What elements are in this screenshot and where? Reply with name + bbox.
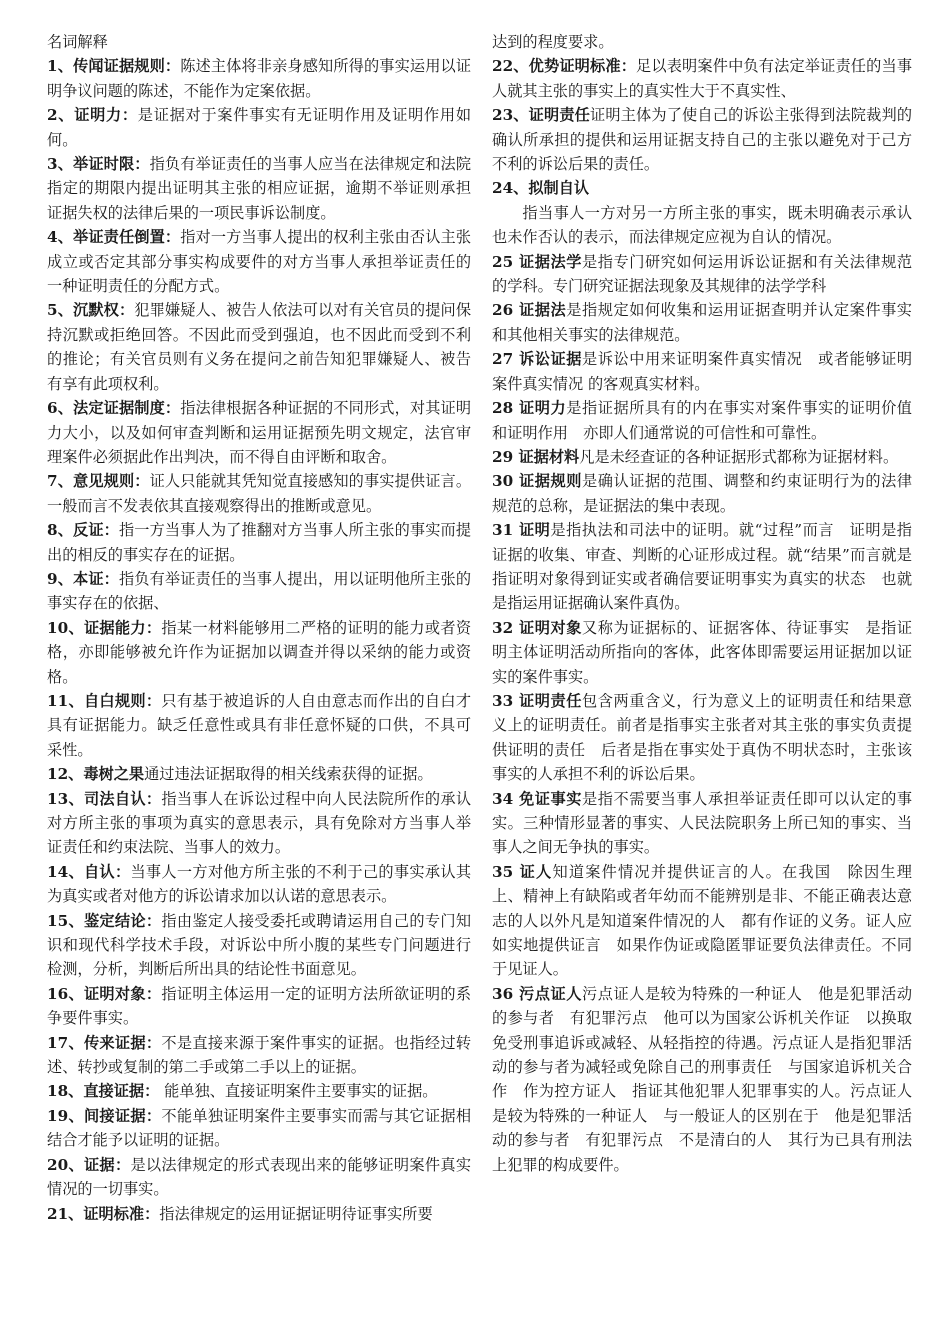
term-separator: ： bbox=[145, 1033, 162, 1052]
entry-number: 6、 bbox=[47, 399, 74, 418]
term-separator: ： bbox=[145, 789, 162, 808]
term-label bbox=[492, 57, 636, 75]
definition-text: 指法律规定的运用证据证明待证事实所要 bbox=[159, 1204, 433, 1223]
definition-text: 指当事人一方对另一方所主张的事实，既未明确表示承认也未作否认的表示，而法律规定应视为自认的情况。 bbox=[492, 203, 912, 247]
term-label bbox=[47, 1034, 161, 1052]
term-separator: ： bbox=[145, 984, 162, 1003]
term-name: 反证 bbox=[73, 521, 104, 540]
term-label bbox=[47, 863, 130, 881]
term-label bbox=[492, 253, 582, 271]
term-separator: ： bbox=[144, 1082, 160, 1101]
definition-text: 指负有举证责任的当事人提出，用以证明他所主张的事实存在的依据、 bbox=[47, 569, 472, 613]
term-label bbox=[47, 912, 161, 930]
term-name: 证据法 bbox=[518, 301, 567, 320]
term-name: 法定证据制度 bbox=[73, 399, 165, 418]
definition-entry bbox=[47, 1153, 471, 1202]
definition-entry bbox=[47, 909, 471, 982]
definition-entry bbox=[47, 689, 471, 762]
term-label bbox=[492, 863, 552, 881]
term-name: 证明对象 bbox=[518, 618, 582, 637]
definition-entry bbox=[492, 54, 912, 103]
definition-text: 是指执法和司法中的证明。就“过程”而言 证明是指证据的收集、审查、判断的心证形成过程。就“结果”而言就是指证明对象得到证实或者确信要证明事实为真实的状态 也就是指运用证据确认案件真伪。 bbox=[492, 521, 912, 613]
definition-entry bbox=[47, 616, 471, 689]
definition-text: 足以表明案件中负有法定举证责任的当事人就其主张的事实上的真实性大于不真实性、 bbox=[492, 57, 913, 100]
definition-text: 犯罪嫌疑人、被告人依法可以对有关官员的提问保持沉默或拒绝回答。不因此而受到强迫，也不因此而受到不利的推论；有关官员则有义务在提问之前告知犯罪嫌疑人、被告有享有此项权利。 bbox=[47, 301, 472, 393]
definition-text: 是指证据所具有的内在事实对案件事实的证明价值和证明作用 亦即人们通常说的可信性和可靠性。 bbox=[492, 399, 912, 442]
term-separator: ： bbox=[134, 155, 150, 174]
term-name: 优势证明标准 bbox=[528, 57, 621, 76]
definition-text: 指一方当事人为了推翻对方当事人所主张的事实而提出的相反的事实存在的证据。 bbox=[47, 521, 472, 564]
definition-entry bbox=[47, 298, 471, 396]
entry-number: 19、 bbox=[47, 1106, 84, 1125]
term-label bbox=[492, 790, 582, 808]
entry-number: 35 bbox=[492, 862, 520, 881]
term-label bbox=[47, 985, 161, 1003]
term-label bbox=[47, 521, 119, 539]
entry-number: 31 bbox=[492, 521, 519, 540]
definition-entry bbox=[492, 982, 912, 1177]
entry-number: 26 bbox=[492, 301, 519, 320]
entry-number: 5、 bbox=[47, 301, 74, 320]
definition-text: 是确认证据的范围、调整和约束证明行为的法律规范的总称，是证据法的集中表现。 bbox=[492, 472, 913, 515]
entry-number: 18、 bbox=[47, 1082, 84, 1101]
definition-text: 包含两重含义，行为意义上的证明责任和结果意义上的证明责任。前者是指事实主张者对其主张的事实负责提供证明的责任 后者是指在事实处于真伪不明状态时，主张该事实的人承担不利的诉讼后果。 bbox=[492, 691, 913, 784]
term-separator: ： bbox=[103, 569, 119, 588]
definition-entry bbox=[47, 396, 471, 469]
term-label bbox=[47, 619, 161, 637]
definition-text: 证明主体为了使自己的诉讼主张得到法院裁判的确认所承担的提供和运用证据支持自己的主张以避免对于己方不利的诉讼后果的责任。 bbox=[492, 106, 913, 174]
term-name: 诉讼证据 bbox=[518, 350, 582, 369]
term-name: 司法自认 bbox=[83, 789, 146, 808]
entry-number: 34 bbox=[492, 789, 519, 808]
term-name: 传闻证据规则 bbox=[73, 57, 165, 76]
term-label bbox=[492, 350, 582, 368]
definition-text: 指由鉴定人接受委托或聘请运用自己的专门知识和现代科学技术手段，对诉讼中所小腹的某些专门问题进行检测，分析，判断后所出具的结论性书面意见。 bbox=[47, 911, 472, 979]
entry-number: 12、 bbox=[47, 765, 84, 784]
term-name: 拟制自认 bbox=[528, 179, 590, 198]
term-name: 本证 bbox=[73, 569, 104, 588]
definition-entry bbox=[492, 396, 912, 445]
definition-text: 能单独、直接证明案件主要事实的证据。 bbox=[159, 1082, 438, 1101]
definition-entry bbox=[47, 567, 471, 616]
term-name: 证明力 bbox=[74, 106, 122, 125]
term-name: 证明责任 bbox=[518, 691, 582, 710]
definition-entry bbox=[47, 1031, 471, 1080]
definition-text: 指当事人在诉讼过程中向人民法院所作的承认对方所主张的事项为真实的意思表示，具有免除对方当事人举证责任和约束法院、当事人的效力。 bbox=[47, 789, 472, 857]
term-label bbox=[47, 57, 180, 75]
term-name: 直接证据 bbox=[83, 1082, 145, 1101]
definition-entry bbox=[492, 518, 912, 616]
entry-number: 22、 bbox=[492, 57, 529, 76]
definition-entry bbox=[47, 54, 471, 103]
definition-text: 证人只能就其凭知觉直接感知的事实提供证言。一般而言不发表依其直接观察得出的推断或意见。 bbox=[47, 472, 472, 515]
definition-entry bbox=[492, 103, 912, 176]
definition-entry bbox=[492, 689, 912, 787]
entry-number: 2、 bbox=[47, 106, 75, 125]
term-name: 免证事实 bbox=[518, 789, 582, 808]
term-name: 证明责任 bbox=[528, 106, 591, 125]
term-label bbox=[492, 619, 582, 637]
term-label bbox=[47, 228, 180, 246]
entry-number: 1、 bbox=[47, 57, 74, 76]
definition-entry bbox=[492, 445, 912, 469]
definition-text: 知道案件情况并提供证言的人。在我国 除因生理上、精神上有缺陷或者年幼而不能辨别是非、不能正确表达意志的人以外凡是知道案件情况的人 都有作证的义务。证人应如实地提供证言 如果作伪证或隐匿罪证要负法律责任。不同于见证人。 bbox=[492, 862, 912, 979]
definition-entry bbox=[47, 1202, 471, 1226]
definition-entry bbox=[492, 469, 912, 518]
term-label bbox=[492, 692, 582, 710]
term-name: 证人 bbox=[519, 862, 553, 881]
term-label bbox=[492, 472, 582, 490]
definition-text: 凡是未经查证的各种证据形式都称为证据材料。 bbox=[579, 447, 899, 466]
entry-number: 7、 bbox=[47, 472, 74, 491]
term-separator: ： bbox=[145, 1106, 162, 1125]
entry-number: 14、 bbox=[47, 862, 84, 881]
term-label bbox=[47, 301, 134, 319]
right-entries bbox=[492, 54, 912, 1177]
term-name: 证据规则 bbox=[518, 472, 582, 491]
term-separator: ： bbox=[134, 472, 150, 491]
definition-text: 是指不需要当事人承担举证责任即可以认定的事实。三种情形显著的事实、人民法院职务上所已知的事实、当事人之间无争执的事实。 bbox=[492, 789, 913, 857]
definition-entry bbox=[47, 1079, 471, 1103]
entry-number: 15、 bbox=[47, 911, 84, 930]
definition-text: 指某一材料能够用二严格的证明的能力或者资格，亦即能够被允许作为证据加以调查并得以采纳的能力或资格。 bbox=[47, 618, 472, 686]
left-entries bbox=[47, 54, 471, 1226]
term-label bbox=[492, 301, 566, 319]
entry-number: 27 bbox=[492, 350, 519, 369]
definition-text: 指对一方当事人提出的权利主张由否认主张成立或否定其部分事实构成要件的对方当事人承担举证责任的一种证明责任的分配方式。 bbox=[47, 228, 472, 296]
entry-number: 36 bbox=[492, 984, 519, 1003]
term-separator: ： bbox=[114, 862, 131, 881]
definition-entry bbox=[47, 762, 471, 786]
term-separator: ： bbox=[145, 618, 162, 637]
term-separator: ： bbox=[620, 57, 637, 76]
term-separator: ： bbox=[118, 301, 135, 320]
term-name: 证据材料 bbox=[518, 447, 580, 466]
term-name: 污点证人 bbox=[518, 984, 582, 1003]
term-name: 证明标准 bbox=[83, 1204, 145, 1223]
definition-text: 是证据对于案件事实有无证明作用及证明作用如何。 bbox=[47, 106, 472, 149]
term-label bbox=[492, 399, 566, 417]
entry-number: 20、 bbox=[47, 1155, 84, 1174]
term-name: 举证责任倒置 bbox=[73, 228, 165, 247]
definition-text: 是诉讼中用来证明案件真实情况 或者能够证明案件真实情况 的客观真实材料。 bbox=[492, 350, 913, 393]
entry-number: 21、 bbox=[47, 1204, 84, 1223]
definition-text: 只有基于被追诉的人自由意志而作出的自白才具有证据能力。缺乏任意性或具有非任意怀疑的口供，不具可采性。 bbox=[47, 691, 472, 759]
left-column bbox=[47, 30, 471, 1226]
definition-text: 又称为证据标的、证据客体、待证事实 是指证明主体证明活动所指向的客体，此客体即需要运用证据加以证实的案件事实。 bbox=[492, 618, 913, 686]
definition-entry bbox=[492, 176, 912, 200]
term-separator: ： bbox=[145, 911, 162, 930]
term-label bbox=[47, 790, 161, 808]
definition-entry bbox=[47, 518, 471, 567]
term-separator: ： bbox=[144, 1204, 160, 1223]
entry-number: 13、 bbox=[47, 789, 84, 808]
definition-entry bbox=[47, 1104, 471, 1153]
definition-entry bbox=[492, 347, 912, 396]
term-name: 证明对象 bbox=[83, 984, 146, 1003]
definition-text: 陈述主体将非亲身感知所得的事实运用以证明争议问题的陈述，不能作为定案依据。 bbox=[47, 57, 472, 100]
definition-entry bbox=[492, 860, 912, 982]
definition-text: 污点证人是较为特殊的一种证人 他是犯罪活动的参与者 有犯罪污点 他可以为国家公诉机关作证 以换取免受刑事追诉或减轻、从轻指控的待遇。污点证人是指犯罪活动的参与者为减轻或免除自己的刑事责任 与国家追诉机关合作 作为控方证人 指证其他犯罪人犯罪事实的人。污点证人是较为特殊的一种证人 与一般证人的区别在于 他是犯罪活动的参与者 有犯罪污点 不是清白的人 其行为已具有刑法上犯罪的构成要件。 bbox=[492, 984, 913, 1174]
definition-entry bbox=[492, 298, 912, 347]
term-name: 证明 bbox=[518, 521, 551, 540]
definition-text: 不是直接来源于案件事实的证据。也指经过转述、转抄或复制的第二手或第二手以上的证据。 bbox=[47, 1033, 472, 1077]
term-label bbox=[47, 1107, 161, 1125]
definition-text: 是指专门研究如何运用诉讼证据和有关法律规范的学科。专门研究证据法现象及其规律的法学学科 bbox=[492, 252, 913, 296]
entry-number: 25 bbox=[492, 252, 519, 271]
term-name: 沉默权 bbox=[73, 301, 119, 320]
entry-number: 32 bbox=[492, 618, 519, 637]
term-label bbox=[47, 692, 161, 710]
term-separator: ： bbox=[103, 521, 119, 540]
definition-entry bbox=[47, 152, 471, 225]
term-label bbox=[492, 521, 550, 539]
term-name: 间接证据 bbox=[83, 1106, 146, 1125]
definition-entry bbox=[47, 469, 471, 518]
term-separator: ： bbox=[121, 106, 138, 125]
definition-entry bbox=[47, 787, 471, 860]
term-label bbox=[47, 106, 138, 124]
term-label bbox=[47, 472, 150, 490]
term-label bbox=[47, 570, 119, 588]
term-separator: ： bbox=[145, 691, 162, 710]
term-name: 证据 bbox=[83, 1155, 115, 1174]
entry-number: 10、 bbox=[47, 618, 84, 637]
entry-number: 4、 bbox=[47, 228, 74, 247]
right-column bbox=[492, 30, 912, 1177]
term-name: 鉴定结论 bbox=[83, 911, 146, 930]
term-name: 传来证据 bbox=[83, 1033, 146, 1052]
entry-number: 9、 bbox=[47, 569, 74, 588]
definition-entry bbox=[47, 860, 471, 909]
term-label bbox=[47, 155, 150, 173]
definition-entry bbox=[47, 225, 471, 298]
term-label bbox=[492, 985, 582, 1003]
term-separator: ： bbox=[164, 399, 181, 418]
entry-number: 3、 bbox=[47, 155, 74, 174]
term-label bbox=[47, 1205, 159, 1223]
definition-entry bbox=[47, 103, 471, 152]
continuation-text: 达到的程度要求。 bbox=[492, 33, 614, 51]
definition-text: 是指规定如何收集和运用证据查明并认定案件事实和其他相关事实的法律规范。 bbox=[492, 301, 912, 344]
entry-number: 30 bbox=[492, 472, 519, 491]
term-name: 证据能力 bbox=[83, 618, 146, 637]
section-heading: 名词解释 bbox=[47, 33, 108, 51]
definition-text: 当事人一方对他方所主张的不利于己的事实承认其为真实或者对他方的诉讼请求加以认诺的意思表示。 bbox=[47, 862, 472, 906]
term-label bbox=[492, 448, 579, 466]
definition-entry bbox=[492, 250, 912, 299]
term-separator: ： bbox=[114, 1155, 131, 1174]
term-label bbox=[492, 179, 589, 197]
entry-number: 33 bbox=[492, 691, 519, 710]
definition-text: 是以法律规定的形式表现出来的能够证明案件真实情况的一切事实。 bbox=[47, 1155, 472, 1199]
term-label bbox=[47, 399, 180, 417]
definition-entry bbox=[492, 201, 912, 250]
definition-entry bbox=[492, 616, 912, 689]
term-name: 证明力 bbox=[518, 399, 567, 418]
term-label bbox=[47, 765, 144, 783]
entry-number: 28 bbox=[492, 399, 519, 418]
term-separator: ： bbox=[164, 57, 181, 76]
entry-number: 23、 bbox=[492, 106, 529, 125]
entry-number: 24、 bbox=[492, 179, 529, 198]
term-separator: ： bbox=[164, 228, 181, 247]
definition-entry bbox=[47, 982, 471, 1031]
definition-text: 通过违法证据取得的相关线索获得的证据。 bbox=[144, 765, 433, 784]
entry-number: 16、 bbox=[47, 984, 84, 1003]
definition-entry bbox=[492, 787, 912, 860]
term-label bbox=[47, 1082, 159, 1100]
term-name: 举证时限 bbox=[73, 155, 135, 174]
term-name: 自认 bbox=[83, 862, 115, 881]
entry-number: 11、 bbox=[47, 691, 84, 710]
definition-text: 不能单独证明案件主要事实而需与其它证据相结合才能予以证明的证据。 bbox=[47, 1106, 472, 1150]
definition-text: 指法律根据各种证据的不同形式，对其证明力大小，以及如何审查判断和运用证据预先明文规定，法官审理案件必须据此作出判决，而不得自由评断和取舍。 bbox=[47, 399, 472, 466]
term-name: 毒树之果 bbox=[83, 765, 145, 784]
term-label bbox=[492, 106, 590, 124]
definition-text: 指负有举证责任的当事人应当在法律规定和法院指定的期限内提出证明其主张的相应证据，逾期不举证则承担证据失权的法律后果的一项民事诉讼制度。 bbox=[47, 155, 472, 222]
term-name: 自白规则 bbox=[83, 691, 146, 710]
term-label bbox=[47, 1156, 130, 1174]
entry-number: 17、 bbox=[47, 1033, 84, 1052]
definition-text: 指证明主体运用一定的证明方法所欲证明的系争要件事实。 bbox=[47, 984, 472, 1028]
entry-number: 29 bbox=[492, 447, 519, 466]
term-name: 证据法学 bbox=[518, 252, 582, 271]
term-name: 意见规则 bbox=[73, 472, 135, 491]
entry-number: 8、 bbox=[47, 521, 74, 540]
